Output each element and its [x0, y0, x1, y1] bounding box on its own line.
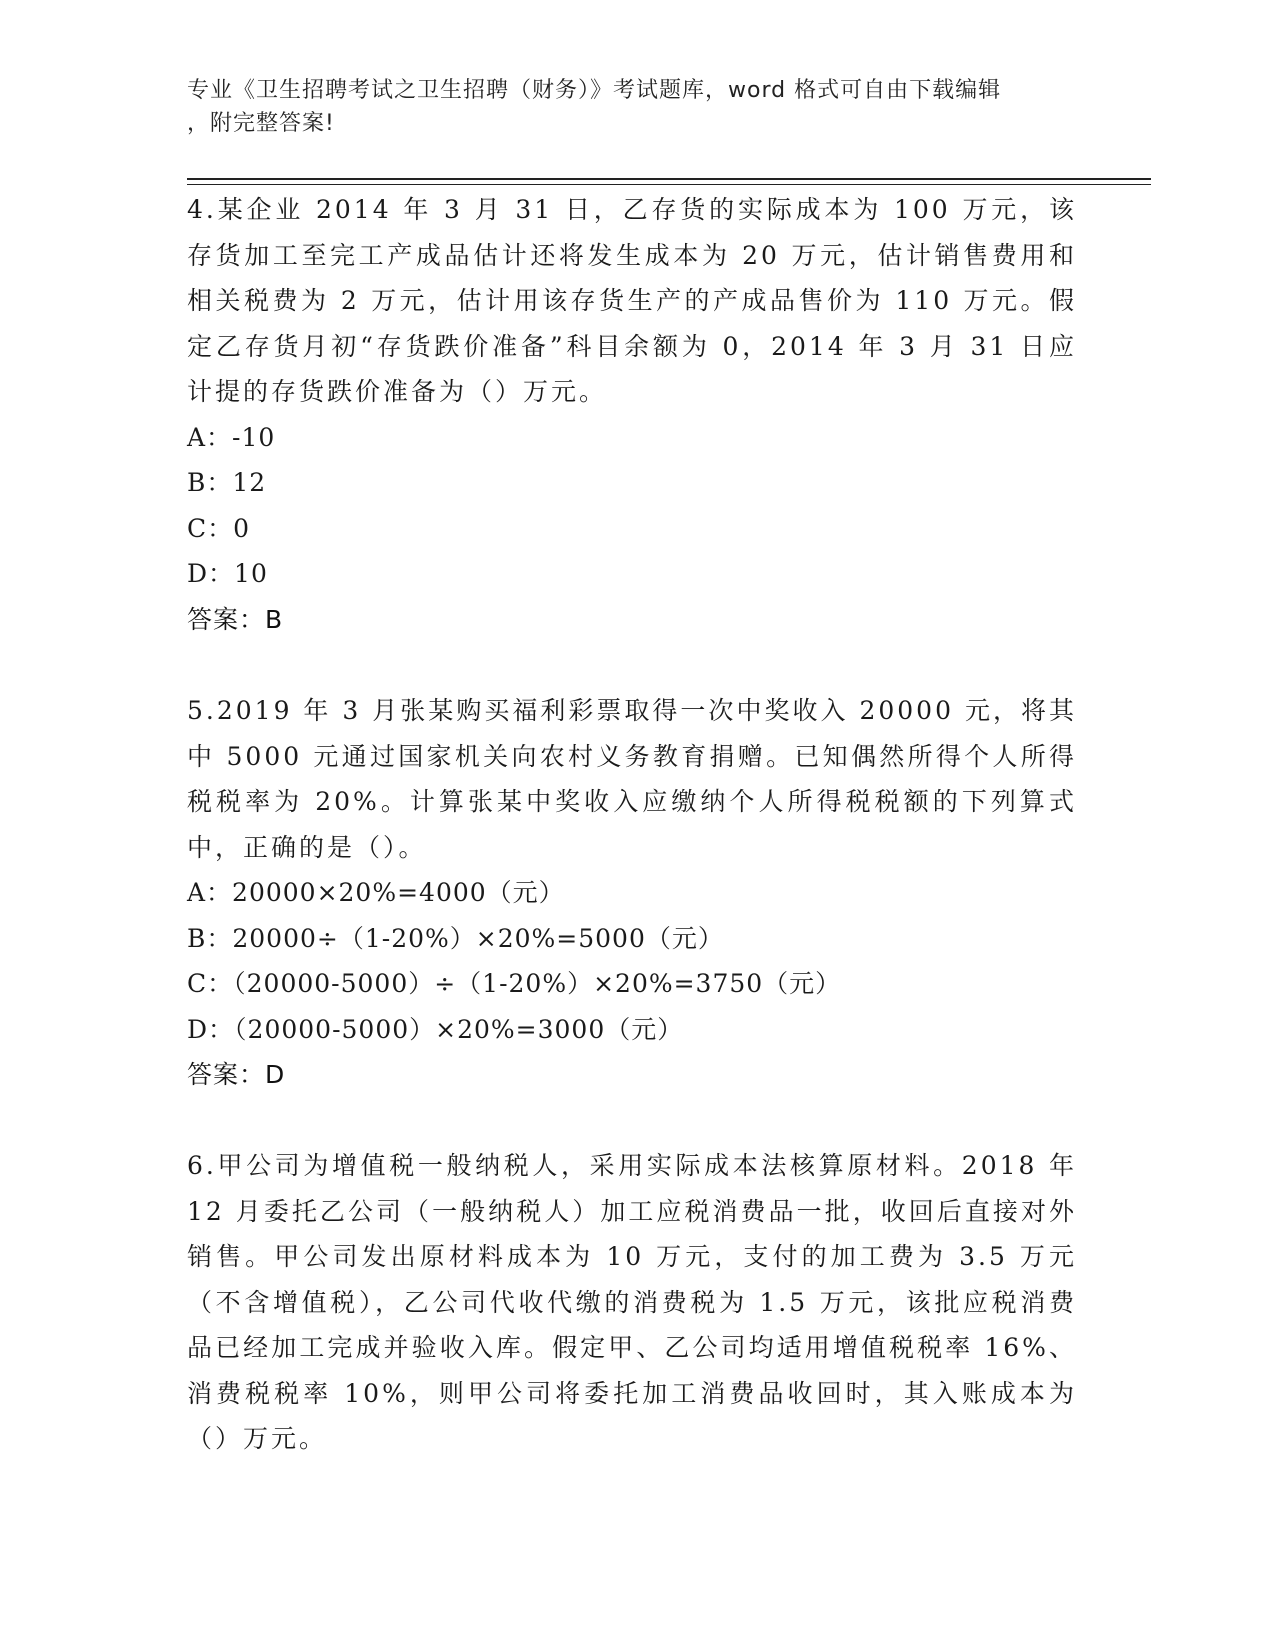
question-5	[187, 688, 1077, 1098]
answer-line: 答案：D	[187, 1060, 286, 1089]
header-divider-thick	[187, 178, 1151, 180]
option-c: C：0	[187, 513, 251, 543]
option-a: A：20000×20%=4000（元）	[187, 878, 565, 907]
option-d: D：（20000-5000）×20%=3000（元）	[187, 1014, 684, 1044]
header-divider-thin	[187, 184, 1151, 185]
answer-line: 答案：B	[187, 604, 284, 634]
question-stem: 5.2019 年 3 月张某购买福利彩票取得一次中奖收入 20000 元，将其中 5000 元通过国家机关向农村义务教育捐赠。已知偶然所得个人所得税税率为 20%。计算张某中奖收入应缴纳个人所得税税额的下列算式中，正确的是（）。	[187, 696, 1077, 862]
option-c: C：（20000-5000）÷（1-20%）×20%=3750（元）	[187, 969, 842, 998]
header-line-2: ，附完整答案!	[187, 111, 335, 136]
document-header	[187, 74, 1067, 140]
option-list	[187, 870, 1077, 1052]
question-6	[187, 1143, 1077, 1462]
question-stem: 4.某企业 2014 年 3 月 31 日，乙存货的实际成本为 100 万元，该存货加工至完工产成品估计还将发生成本为 20 万元，估计销售费用和相关税费为 2 万元，估计用该存货生产的产成品售价为 110 万元。假定乙存货月初“存货跌价准备”科目余额为 0，2014 年 3 月 31 日应计提的存货跌价准备为（）万元。	[187, 195, 1077, 406]
option-b: B：20000÷（1-20%）×20%=5000（元）	[187, 923, 724, 953]
option-d: D：10	[187, 559, 268, 588]
option-b: B：12	[187, 468, 267, 497]
option-a: A：-10	[187, 422, 276, 452]
question-4	[187, 187, 1077, 642]
question-stem: 6.甲公司为增值税一般纳税人，采用实际成本法核算原材料。2018 年 12 月委托乙公司（一般纳税人）加工应税消费品一批，收回后直接对外销售。甲公司发出原材料成本为 10 万元，支付的加工费为 3.5 万元（不含增值税），乙公司代收代缴的消费税为 1.5 万元，该批应税消费品已经加工完成并验收入库。假定甲、乙公司均适用增值税税率 16%、消费税税率 10%，则甲公司将委托加工消费品收回时，其入账成本为（）万元。	[187, 1151, 1077, 1453]
option-list	[187, 415, 1077, 597]
header-line-1: 专业《卫生招聘考试之卫生招聘（财务）》考试题库，word 格式可自由下载编辑	[187, 78, 1002, 103]
